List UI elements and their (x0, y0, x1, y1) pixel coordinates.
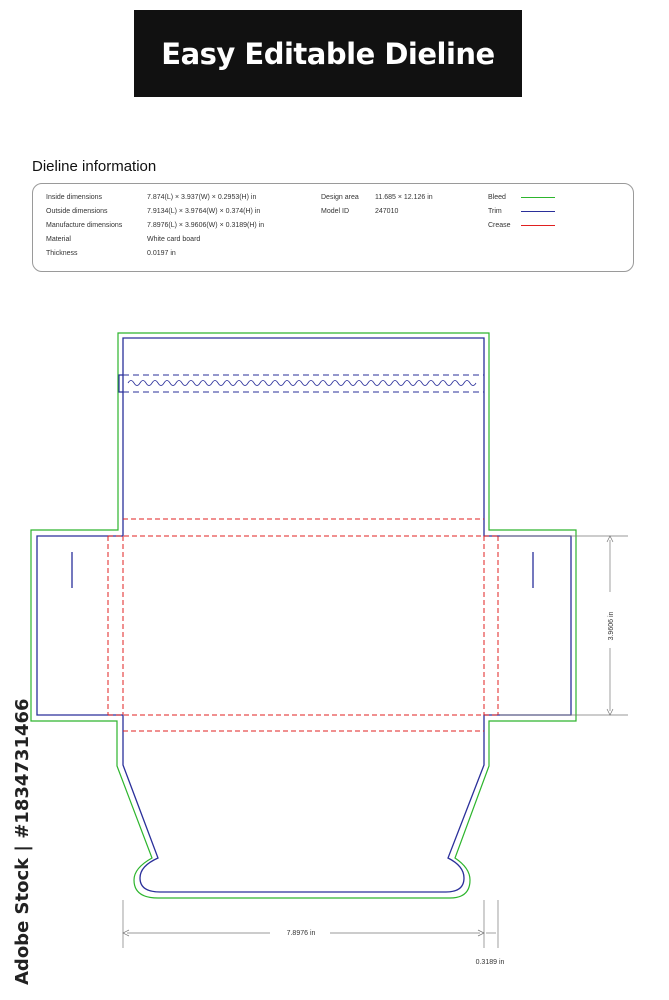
info-label-manufacture: Manufacture dimensions (46, 222, 123, 229)
stock-watermark: Adobe Stock | #1834731466 (12, 698, 33, 985)
info-label-outside: Outside dimensions (46, 208, 108, 215)
info-value-thickness: 0.0197 in (147, 250, 176, 257)
info-value-design-area: 11.685 × 12.126 in (375, 194, 433, 201)
tear-strip (119, 375, 484, 392)
trim-outline (37, 338, 571, 892)
dimension-width-label: 3.9606 in (608, 611, 615, 641)
info-label-material: Material (46, 236, 71, 243)
bleed-outline (31, 333, 576, 898)
info-value-material: White card board (147, 236, 201, 243)
info-value-manufacture: 7.8976(L) × 3.9606(W) × 0.3189(H) in (147, 222, 265, 229)
crease-lines (108, 519, 498, 731)
info-label-model-id: Model ID (321, 208, 350, 215)
info-label-inside: Inside dimensions (46, 194, 103, 201)
info-label-design-area: Design area (321, 194, 359, 201)
info-value-model-id: 247010 (375, 208, 399, 215)
info-label-thickness: Thickness (46, 250, 78, 257)
dimension-height-label: 0.3189 in (475, 959, 505, 966)
legend-label-bleed: Bleed (488, 194, 506, 201)
legend-label-trim: Trim (488, 208, 502, 215)
banner-title: Easy Editable Dieline (161, 36, 495, 71)
dimension-length-label: 7.8976 in (286, 930, 316, 937)
info-heading: Dieline information (32, 158, 157, 175)
info-value-outside: 7.9134(L) × 3.9764(W) × 0.374(H) in (147, 208, 261, 215)
dimension-length (123, 900, 498, 948)
legend-label-crease: Crease (488, 222, 511, 229)
info-value-inside: 7.874(L) × 3.937(W) × 0.2953(H) in (147, 194, 257, 201)
